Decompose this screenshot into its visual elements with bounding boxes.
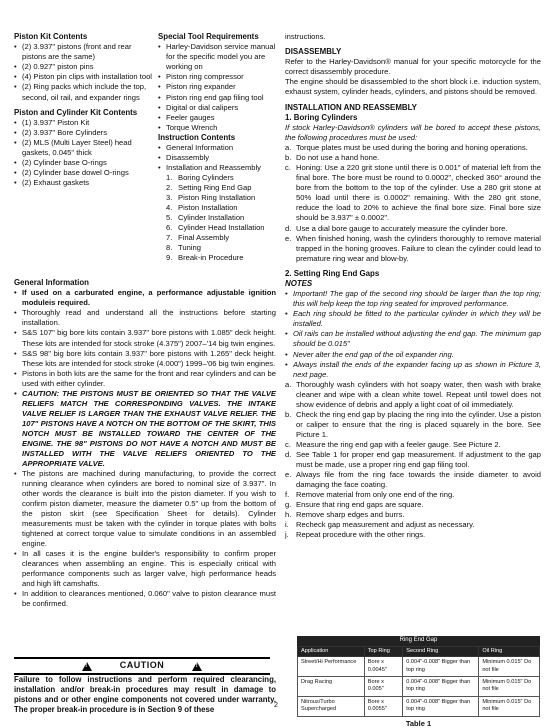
list-item: • (2) Cylinder base O-rings [14,158,152,168]
list-item: h. Remove sharp edges and burrs. [285,509,405,519]
list-item: 4. Piston Installation [166,203,238,213]
list-item: 2. Setting Ring End Gap [166,183,252,193]
list-item: d. See Table 1 for proper end gap measurement. If adjustment to the gap must be made, use a proper ring end gap filing tool. [285,449,541,469]
list-item: d. Use a dial bore gauge to accurately measure the cylinder bore. [285,223,508,233]
caution-label: CAUTION [119,660,165,671]
ring-gap-table [297,636,540,728]
list-item: • If used on a carburated engine, a performance adjustable ignition moduleis required. [14,288,276,308]
list-item: a. Thoroughly wash cylinders with hot soapy water, then wash with brake cleaner and wipe with a clean white towel. Repeat until towel does not show evidence of debris and apply a light coat of oil immediately. [285,379,541,409]
table-cell: Minimum 0.015" Do not file [479,696,540,716]
list-item: • Piston ring compressor [158,72,276,82]
list-item: 5. Cylinder Installation [166,213,245,223]
list-item: g. Ensure that ring end gaps are square. [285,499,424,509]
table-row [298,677,540,697]
table-cell: Street/Hi Performance [298,657,365,677]
list-item: • Important! The gap of the second ring should be larger than the top ring; this will help keep the top ring seated for improved performance. [285,289,541,309]
table-header-row [298,646,540,656]
list-item: • (2) 3.937" pistons (front and rear pistons are the same) [14,42,152,62]
list-item: a. Torque plates must be used during the boring and honing operations. [285,143,528,153]
table-row [298,657,540,677]
list-item: • Always install the ends of the expander facing up as shown in Picture 3, next page. [285,360,541,380]
list-item: • Torque Wrench [158,123,276,133]
table-cell: Bore x 0.0055" [364,696,402,716]
table-cell: Nitrous/Turbo Supercharged [298,696,365,716]
disassembly-paragraph: The engine should be disassembled to the short block i.e. induction system, exhaust system, cylinder heads, cylinders, and pistons should be removed. [285,77,541,97]
gap-title: 2. Setting Ring End Gaps [285,268,380,278]
table-header: Second Ring [403,646,479,656]
list-item: 8. Tuning [166,243,201,253]
kit-contents-title: Piston Kit Contents [14,32,88,41]
installation-title: INSTALLATION AND REASSEMBLY [285,102,417,112]
list-item: 6. Cylinder Head Installation [166,223,265,233]
continued-text: instructions. [285,32,326,41]
list-item: • In all cases it is the engine builder's responsibility to confirm proper clearances when assembling an engine. This is especially critical with performance components such as larger valve, high performance heads and high lift camshafts. [14,549,276,589]
table-cell: 0.004"-0.008" Bigger than top ring [403,677,479,697]
list-item: • S&S 98" big bore kits contain 3.937" bore pistons with 1.265" deck height. These kits are intended for stock stroke (4.000") 1999–'06 big twin engines. [14,349,276,369]
list-item: • (4) Piston pin clips with installation tool [14,72,152,82]
table-cell: Bore x 0.005" [364,677,402,697]
list-item: b. Do not use a hand hone. [285,153,380,163]
list-item: • Harley-Davidson service manual for the specific model you are working on [158,42,276,72]
disassembly-paragraph: Refer to the Harley-Davidson® manual for your specific motorcycle for the correct disassembly procedure. [285,57,541,77]
list-item: • (2) MLS (Multi Layer Steel) head gaskets, 0.045" thick [14,138,152,158]
list-item: • The pistons are machined during manufacturing, to provide the correct running clearance when cylinders are bored to nominal size of 3.937". In other words the clearance is built into the piston diameter. If you wish to confirm piston diameter, measure the diameter 0.5" up from the bottom of the piston skirt (see Specification Sheet for details). Cylinder measurements must be taken with the cylinder in torque plates with bolts tightened at correct torque value to simulate conditions in an assembled engine. [14,469,276,549]
list-item: e. Always file from the ring face towards the inside diameter to avoid damaging the face coating. [285,469,541,489]
list-item: 1. Boring Cylinders [166,173,234,183]
table-caption: Table 1 [405,718,432,728]
cylinder-kit-title: Piston and Cylinder Kit Contents [14,107,138,117]
table-cell: Minimum 0.015" Do not file [479,657,540,677]
table-cell: Drag Racing [298,677,365,697]
boring-title: 1. Boring Cylinders [285,112,358,122]
table-header: Oil Ring [479,646,540,656]
tools-title: Special Tool Requirements [158,32,259,41]
caution-banner [14,657,270,675]
list-item: • Piston ring expander [158,82,276,92]
list-item: c. Honing: Use a 220 grit stone until there is 0.001" of material left from the final bore. The bore must be round to 0.0002", checked 360° around the bore from the bottom to the top of the cylinder. Use a 280 grit stone at 50% load until there is 0.0002" remaining. With the 280 grit stone, reduce the load to 20% to achieve the final bore size. Final bore size should be 3.937" ± 0.0002". [285,163,541,223]
list-item: • Never alter the end gap of the oil expander ring. [285,350,541,360]
tools-section [158,32,276,263]
list-item: • (2) 3.937" Bore Cylinders [14,128,152,138]
right-column [285,32,541,540]
list-item: • Installation and Reassembly [158,163,276,173]
notes-title: NOTES [285,278,313,288]
list-item: • Piston ring end gap filing tool [158,93,276,103]
list-item: • Pistons in both kits are the same for the front and rear cylinders and can be used with either cylinder. [14,369,276,389]
list-item: • CAUTION: THE PISTONS MUST BE ORIENTED SO THAT THE VALVE RELIEFS MATCH THE CORRESPONDING VALVES. THE INTAKE VALVE RELIEF IS LARGER THAN THE EXHAUST VALVE RELIEF. THE 107" PISTONS HAVE A NOTCH ON THE BOTTOM OF THE SKIRT, THIS NOTCH MUST BE INSTALLED TOWARD THE CENTER OF THE ENGINE. THE 98" PISTONS DO NOT HAVE A NOTCH AND MUST BE INSTALLED WITH THE VALVE RELIEFS ORIENTED TO THE APPROPRIATE VALVE. [14,389,276,469]
list-item: • (1) 3.937" Piston Kit [14,118,152,128]
list-item: c. Measure the ring end gap with a feeler gauge. See Picture 2. [285,439,501,449]
boring-note: If stock Harley-Davidson® cylinders will be bored to accept these pistons, the following procedures must be used: [285,123,541,143]
general-info-section [14,278,276,609]
table-header: Application [298,646,365,656]
list-item: f. Remove material from only one end of the ring. [285,489,455,499]
list-item: e. When finished honing, wash the cylinders thoroughly to remove material trapped in the honing grooves. Failure to clean the cylinder could lead to premature ring wear and blow-by. [285,233,541,263]
table-cell: 0.004"-0.008" Bigger than top ring [403,696,479,716]
table-cell: 0.004"-0.008" Bigger than top ring [403,657,479,677]
list-item: • Each ring should be fitted to the particular cylinder in which they will be installed. [285,309,541,329]
table-cell: Minimum 0.015" Do not file [479,677,540,697]
caution-text: Failure to follow instructions and perform required clearancing, installation and/or break-in procedures may result in damage to pistons and or other engine components not covered under warranty. The proper break-in procedure is in Section 9 of these [14,675,276,715]
warning-icon [192,662,202,671]
list-item: 7. Final Assembly [166,233,230,243]
instruction-steps [158,173,276,263]
list-item: • S&S 107" big bore kits contain 3.937" bore pistons with 1.085" deck height. These kits are intended for stock stroke (4.375") 2007–'14 big twin engines. [14,328,276,348]
disassembly-title: DISASSEMBLY [285,47,342,57]
list-item: i. Recheck gap measurement and adjust as necessary. [285,519,475,529]
table-header: Top Ring [364,646,402,656]
list-item: 3. Piston Ring Installation [166,193,256,203]
instruction-contents-title: Instruction Contents [158,132,236,142]
list-item: • Feeler gauges [158,113,276,123]
table-title: Ring End Gap [297,636,540,646]
table-cell: Bore x 0.0045" [364,657,402,677]
list-item: • (2) Exhaust gaskets [14,178,152,188]
list-item: • In addition to clearances mentioned, 0.060" valve to piston clearance must be confirmed. [14,589,276,609]
list-item: • Digital or dial calipers [158,103,276,113]
list-item: • Oil rails can be installed without adjusting the end gap. The minimum gap should be 0.015" [285,329,541,349]
page-number: 2 [274,702,278,709]
list-item: • (2) Ring packs which include the top, second, oil rail, and expander rings [14,82,152,102]
list-item: 9. Break-in Procedure [166,253,244,263]
general-info-title: General Information [14,278,89,287]
list-item: b. Check the ring end gap by placing the ring into the cylinder. Use a piston or caliper to ensure that the ring is placed squarely in the bore. See Picture 1. [285,409,541,439]
list-item: j. Repeat procedure with the other rings. [285,529,426,539]
list-item: • (2) 0.927" piston pins [14,62,152,72]
list-item: • General Information [158,143,276,153]
list-item: • Disassembly [158,153,276,163]
warning-icon [82,662,92,671]
list-item: • Thoroughly read and understand all the instructions before starting installation. [14,308,276,328]
kit-contents-section [14,32,152,188]
list-item: • (2) Cylinder base dowel O-rings [14,168,152,178]
table-row [298,696,540,716]
